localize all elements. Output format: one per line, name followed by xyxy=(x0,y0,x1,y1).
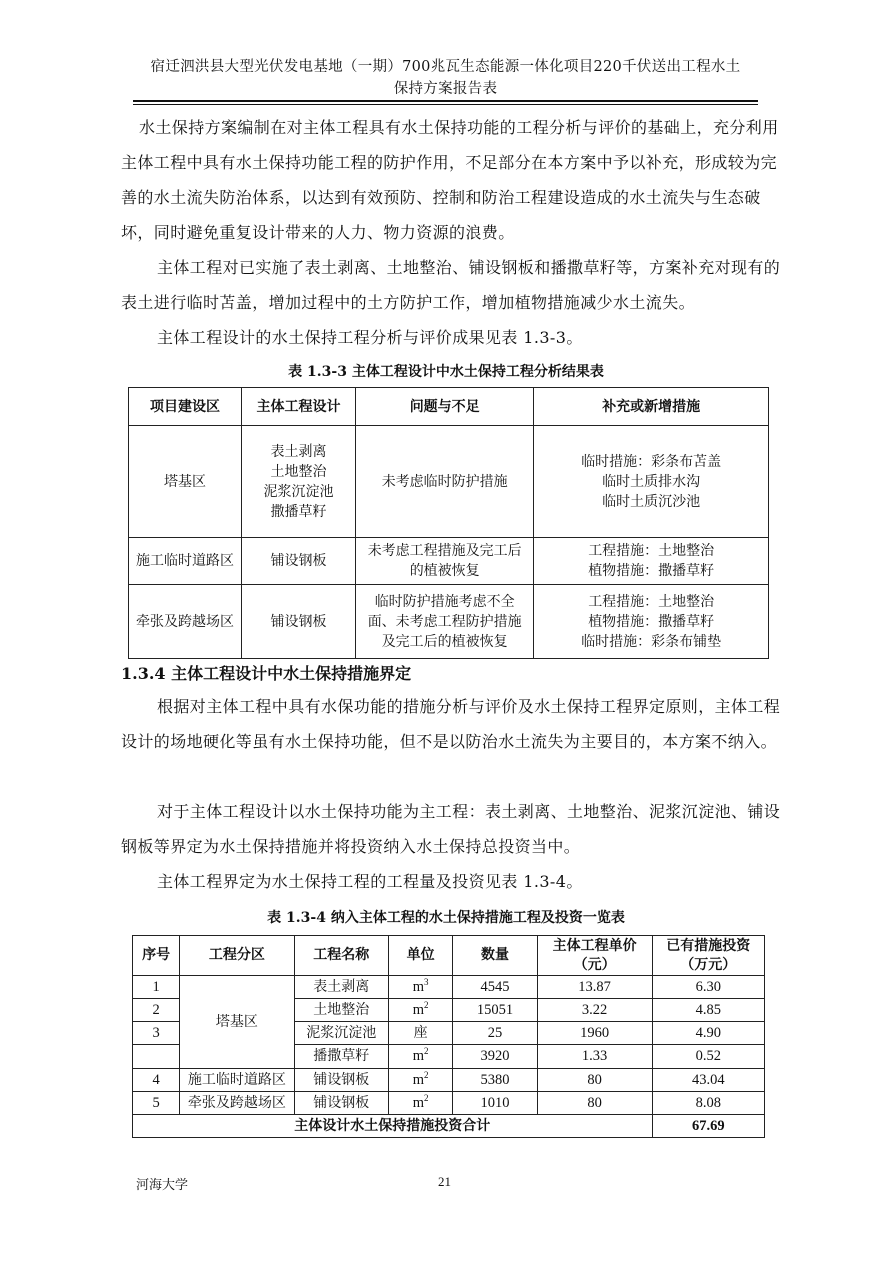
investment-cell: 0.52 xyxy=(652,1045,764,1069)
table-row xyxy=(133,1092,765,1115)
paragraph-3: 主体工程设计的水土保持工程分析与评价成果见表 1.3-3。 xyxy=(157,328,583,347)
investment-cell: 4.85 xyxy=(652,999,764,1022)
table-header-cell: 项目建设区 xyxy=(129,388,242,426)
issue-cell: 未考虑工程措施及完工后 的植被恢复 xyxy=(356,538,534,585)
price-cell: 80 xyxy=(537,1069,652,1092)
table-header-cell: 序号 xyxy=(133,936,180,976)
issue-cell: 未考虑临时防护措施 xyxy=(356,426,534,538)
unit-cell: $m^2$ xyxy=(388,1045,452,1069)
running-header xyxy=(133,56,758,100)
analysis-table xyxy=(128,387,769,659)
unit-cell: 座 xyxy=(388,1022,452,1045)
table-header-cell: 工程分区 xyxy=(180,936,294,976)
investment-cell: 6.30 xyxy=(652,976,764,999)
unit-cell: $m^2$ xyxy=(388,1069,452,1092)
area-cell: 牵张及跨越场区 xyxy=(180,1092,294,1115)
name-cell: 土地整治 xyxy=(294,999,388,1022)
paragraph-5: 对于主体工程设计以水土保持功能为主工程：表土剥离、土地整治、泥浆沉淀池、铺设钢板等界定为水土保持措施并将投资纳入水土保持总投资当中。 xyxy=(121,802,781,856)
qty-cell: 5380 xyxy=(453,1069,537,1092)
table-header-cell: 已有措施投资 （万元） xyxy=(652,936,764,976)
design-cell: 表土剥离 土地整治 泥浆沉淀池 撒播草籽 xyxy=(242,426,356,538)
price-cell: 1.33 xyxy=(537,1045,652,1069)
paragraph-4: 根据对主体工程中具有水保功能的措施分析与评价及水土保持工程界定原则，主体工程设计的场地硬化等虽有水土保持功能，但不是以防治水土流失为主要目的，本方案不纳入。 xyxy=(121,697,781,751)
name-cell: 播撒草籽 xyxy=(294,1045,388,1069)
table-header-cell: 主体工程设计 xyxy=(242,388,356,426)
table-header-cell: 主体工程单价 （元） xyxy=(537,936,652,976)
table-2-caption: 表 1.3-4 纳入主体工程的水土保持措施工程及投资一览表 xyxy=(267,910,625,926)
design-cell: 铺设钢板 xyxy=(242,538,356,585)
qty-cell: 3920 xyxy=(453,1045,537,1069)
design-cell: 铺设钢板 xyxy=(242,585,356,659)
table-1-caption: 表 1.3-3 主体工程设计中水土保持工程分析结果表 xyxy=(288,364,604,380)
section-heading: 1.3.4 主体工程设计中水土保持措施界定 xyxy=(121,664,412,683)
qty-cell: 15051 xyxy=(453,999,537,1022)
measures-cell: 临时措施：彩条布苫盖 临时土质排水沟 临时土质沉沙池 xyxy=(534,426,769,538)
investment-cell: 4.90 xyxy=(652,1022,764,1045)
row-number: 4 xyxy=(133,1069,180,1092)
row-number xyxy=(133,1045,180,1069)
unit-cell: $m^2$ xyxy=(388,1092,452,1115)
table-row xyxy=(133,1069,765,1092)
name-cell: 铺设钢板 xyxy=(294,1069,388,1092)
issue-cell: 临时防护措施考虑不全 面、未考虑工程防护措施 及完工后的植被恢复 xyxy=(356,585,534,659)
area-cell: 塔基区 xyxy=(180,976,294,1069)
area-cell: 牵张及跨越场区 xyxy=(129,585,242,659)
header-rule xyxy=(133,100,758,102)
measures-cell: 工程措施：土地整治 植物措施：撒播草籽 临时措施：彩条布铺垫 xyxy=(534,585,769,659)
row-number: 5 xyxy=(133,1092,180,1115)
qty-cell: 25 xyxy=(453,1022,537,1045)
investment-table xyxy=(132,935,765,1138)
total-value: 67.69 xyxy=(652,1115,764,1138)
unit-cell: $m^2$ xyxy=(388,999,452,1022)
name-cell: 铺设钢板 xyxy=(294,1092,388,1115)
table-row xyxy=(129,538,769,585)
table-header-cell: 单位 xyxy=(388,936,452,976)
area-cell: 塔基区 xyxy=(129,426,242,538)
price-cell: 80 xyxy=(537,1092,652,1115)
investment-cell: 43.04 xyxy=(652,1069,764,1092)
total-row xyxy=(133,1115,765,1138)
price-cell: 13.87 xyxy=(537,976,652,999)
row-number: 2 xyxy=(133,999,180,1022)
footer-institution: 河海大学 xyxy=(136,1178,189,1193)
paragraph-2: 主体工程对已实施了表土剥离、土地整治、铺设钢板和播撒草籽等，方案补充对现有的表土进行临时苫盖，增加过程中的土方防护工作，增加植物措施减少水土流失。 xyxy=(121,258,781,312)
area-cell: 施工临时道路区 xyxy=(129,538,242,585)
measures-cell: 工程措施：土地整治 植物措施：撒播草籽 xyxy=(534,538,769,585)
table-row xyxy=(129,585,769,659)
table-row xyxy=(133,976,765,999)
table-header-cell: 补充或新增措施 xyxy=(534,388,769,426)
price-cell: 3.22 xyxy=(537,999,652,1022)
qty-cell: 1010 xyxy=(453,1092,537,1115)
header-line-1: 宿迁泗洪县大型光伏发电基地（一期）700兆瓦生态能源一体化项目220千伏送出工程水土 xyxy=(150,59,741,75)
row-number: 1 xyxy=(133,976,180,999)
investment-cell: 8.08 xyxy=(652,1092,764,1115)
table-header-cell: 工程名称 xyxy=(294,936,388,976)
header-rule-thin xyxy=(133,104,758,105)
total-label: 主体设计水土保持措施投资合计 xyxy=(133,1115,653,1138)
table-header-cell: 数量 xyxy=(453,936,537,976)
price-cell: 1960 xyxy=(537,1022,652,1045)
name-cell: 表土剥离 xyxy=(294,976,388,999)
paragraph-1: 水土保持方案编制在对主体工程具有水土保持功能的工程分析与评价的基础上，充分利用主体工程中具有水土保持功能工程的防护作用，不足部分在本方案中予以补充，形成较为完善的水土流失防治体系，以达到有效预防、控制和防治工程建设造成的水土流失与生态破坏，同时避免重复设计带来的人力、物力资源的浪费。 xyxy=(121,118,779,242)
table-header-cell: 问题与不足 xyxy=(356,388,534,426)
paragraph-6: 主体工程界定为水土保持工程的工程量及投资见表 1.3-4。 xyxy=(157,872,583,891)
qty-cell: 4545 xyxy=(453,976,537,999)
unit-cell: $m^3$ xyxy=(388,976,452,999)
area-cell: 施工临时道路区 xyxy=(180,1069,294,1092)
header-line-2: 保持方案报告表 xyxy=(393,81,498,97)
name-cell: 泥浆沉淀池 xyxy=(294,1022,388,1045)
page-number: 21 xyxy=(438,1174,451,1189)
row-number: 3 xyxy=(133,1022,180,1045)
table-row xyxy=(129,426,769,538)
